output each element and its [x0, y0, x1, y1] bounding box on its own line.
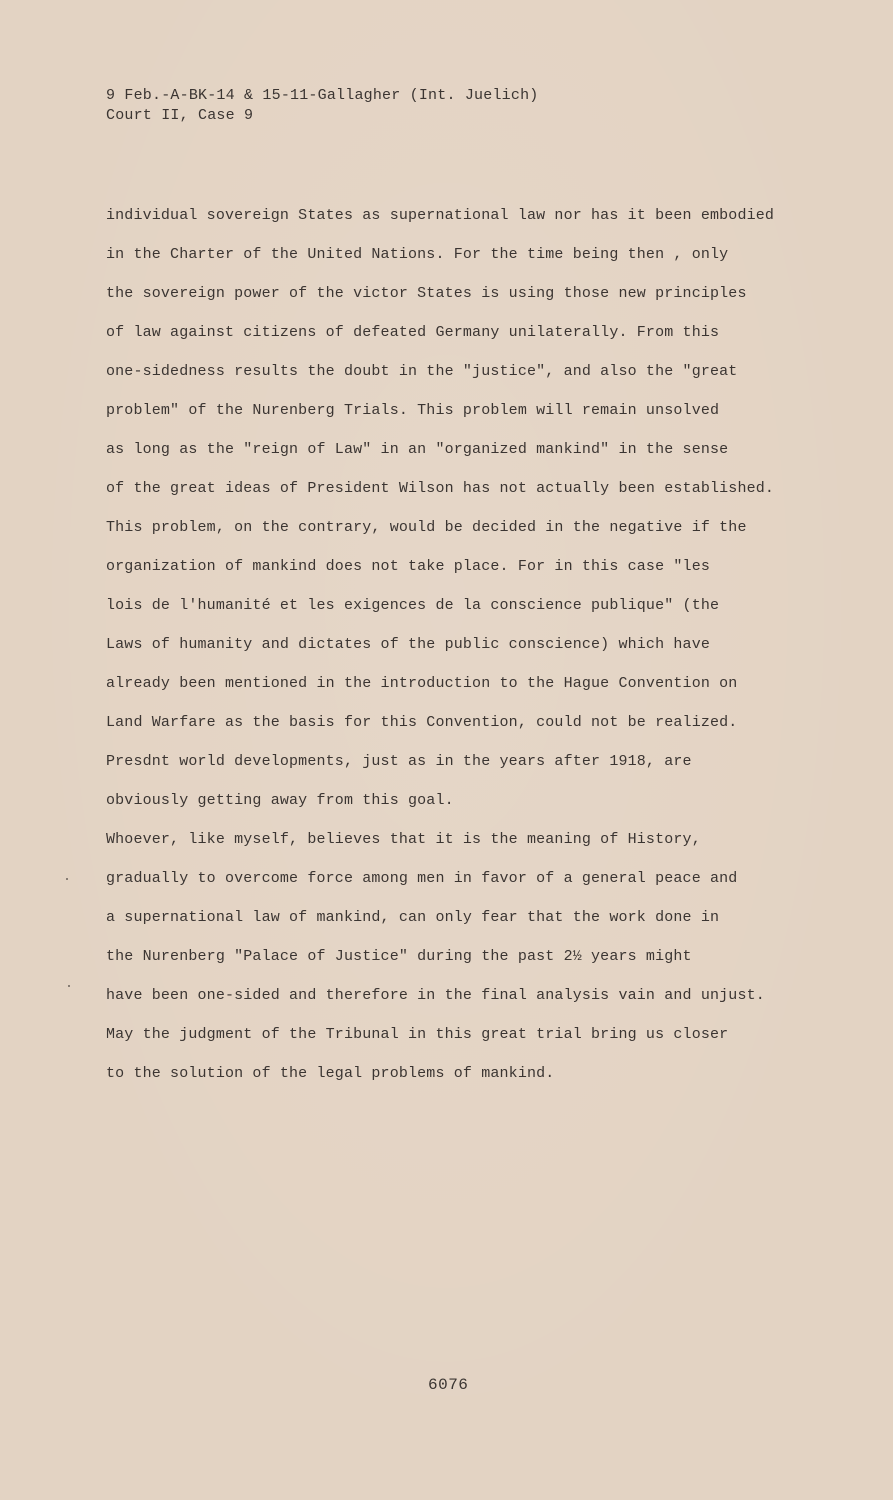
header-reference: 9 Feb.-A-BK-14 & 15-11-Gallagher (Int. Juelich)	[106, 87, 539, 104]
body-line: have been one-sided and therefore in the final analysis vain and unjust.	[106, 987, 765, 1004]
body-line: individual sovereign States as supernational law nor has it been embodied	[106, 207, 775, 224]
body-line: in the Charter of the United Nations. For the time being then , only	[106, 246, 729, 263]
body-line: This problem, on the contrary, would be decided in the negative if the	[106, 519, 747, 536]
body-line: Presdnt world developments, just as in the years after 1918, are	[106, 753, 692, 770]
document-header	[106, 86, 538, 126]
body-line: May the judgment of the Tribunal in this great trial bring us closer	[106, 1026, 729, 1043]
header-court: Court II, Case 9	[106, 107, 254, 124]
body-line: of the great ideas of President Wilson has not actually been established.	[106, 480, 775, 497]
body-line: of law against citizens of defeated Germany unilaterally. From this	[106, 324, 720, 341]
body-line: Laws of humanity and dictates of the public conscience) which have	[106, 636, 710, 653]
body-line: Whoever, like myself, believes that it is the meaning of History,	[106, 831, 701, 848]
body-line: Land Warfare as the basis for this Convention, could not be realized.	[106, 714, 738, 731]
body-line: the sovereign power of the victor States is using those new principles	[106, 285, 747, 302]
body-line: as long as the "reign of Law" in an "organized mankind" in the sense	[106, 441, 729, 458]
body-line: to the solution of the legal problems of mankind.	[106, 1065, 555, 1082]
body-line: a supernational law of mankind, can only fear that the work done in	[106, 909, 720, 926]
body-line: gradually to overcome force among men in favor of a general peace and	[106, 870, 738, 887]
body-line: one-sidedness results the doubt in the "justice", and also the "great	[106, 363, 738, 380]
page-number: 6076	[428, 1376, 469, 1394]
paper-speck	[68, 985, 70, 987]
body-line: obviously getting away from this goal.	[106, 792, 454, 809]
body-line: lois de l'humanité et les exigences de la conscience publique" (the	[106, 597, 720, 614]
body-text	[106, 196, 826, 1093]
body-line: already been mentioned in the introduction to the Hague Convention on	[106, 675, 738, 692]
body-line: the Nurenberg "Palace of Justice" during the past 2½ years might	[106, 948, 692, 965]
body-line: organization of mankind does not take place. For in this case "les	[106, 558, 710, 575]
body-line: problem" of the Nurenberg Trials. This problem will remain unsolved	[106, 402, 720, 419]
paper-speck	[66, 878, 68, 880]
